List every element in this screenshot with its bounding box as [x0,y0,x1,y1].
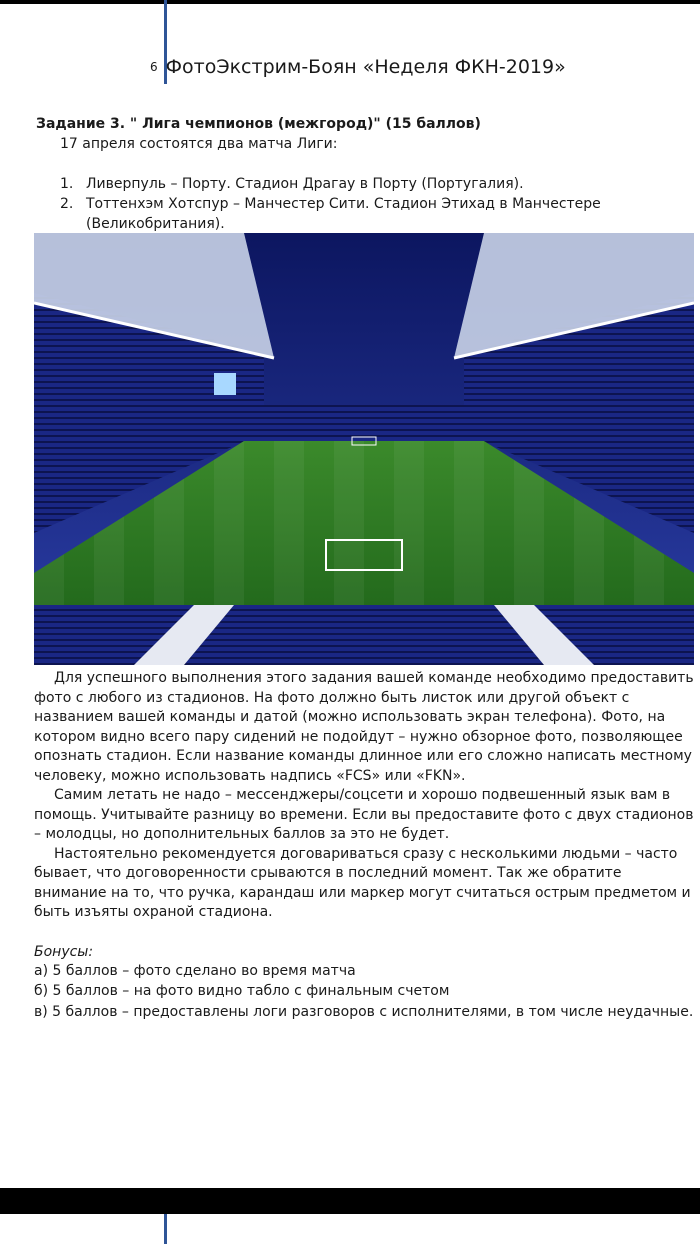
top-bar [0,0,700,4]
scoreboard-light [214,373,236,395]
match-text: Тоттенхэм Хотспур – Манчестер Сити. Стадион Этихад в Манчестере (Великобритания). [86,196,601,232]
bonus-title: Бонусы: [34,944,94,960]
bonus-item: в) 5 баллов – предоставлены логи разговоров с исполнителями, в том числе неудачные. [34,1004,694,1020]
document-title: ФотоЭкстрим-Боян «Неделя ФКН-2019» [165,56,566,78]
margin-line-bottom [164,1214,167,1244]
match-text: Ливерпуль – Порту. Стадион Драгау в Порту (Португалия). [86,176,524,192]
match-list [60,174,680,234]
far-stand [234,405,494,441]
list-item [60,194,680,234]
task-lead: 17 апреля состоятся два матча Лиги: [60,136,338,152]
bonus-item: б) 5 баллов – на фото видно табло с финальным счетом [34,983,450,999]
page-header [150,56,566,78]
list-number: 1. [60,176,74,192]
task-title: Задание 3. " Лига чемпионов (межгород)" (15 баллов) [36,116,481,132]
paragraph: Самим летать не надо – мессенджеры/соцсети и хорошо подвешенный язык вам в помощь. Учитывайте разницу во времени. Если вы предоставите фото с двух стадионов – молодцы, но дополнительных баллов за это не будет. [34,787,694,842]
list-item [60,174,680,194]
paragraph: Для успешного выполнения этого задания вашей команде необходимо предоставить фото с любого из стадионов. На фото должно быть листок или другой объект с названием вашей команды и датой (можно использовать экран телефона). Фото, на котором видно всего пару сидений не подойдут – нужно обзорное фото, позволяющее опознать стадион. Если название команды длинное или его сложно написать местному человеку, можно использовать надпись «FCS» или «FKN». [34,670,694,784]
page-number: 6 [150,60,158,74]
stadium-photo [34,233,694,665]
bottom-bar [0,1188,700,1214]
paragraph: Настоятельно рекомендуется договариваться сразу с несколькими людьми – часто бывает, что договоренности срываются в последний момент. Так же обратите внимание на то, что ручка, карандаш или маркер могут считаться острым предметом и быть изъяты охраной стадиона. [34,845,691,920]
list-number: 2. [60,196,74,212]
near-stand [34,605,694,665]
task-description [34,669,694,923]
bonus-item: а) 5 баллов – фото сделано во время матча [34,963,356,979]
